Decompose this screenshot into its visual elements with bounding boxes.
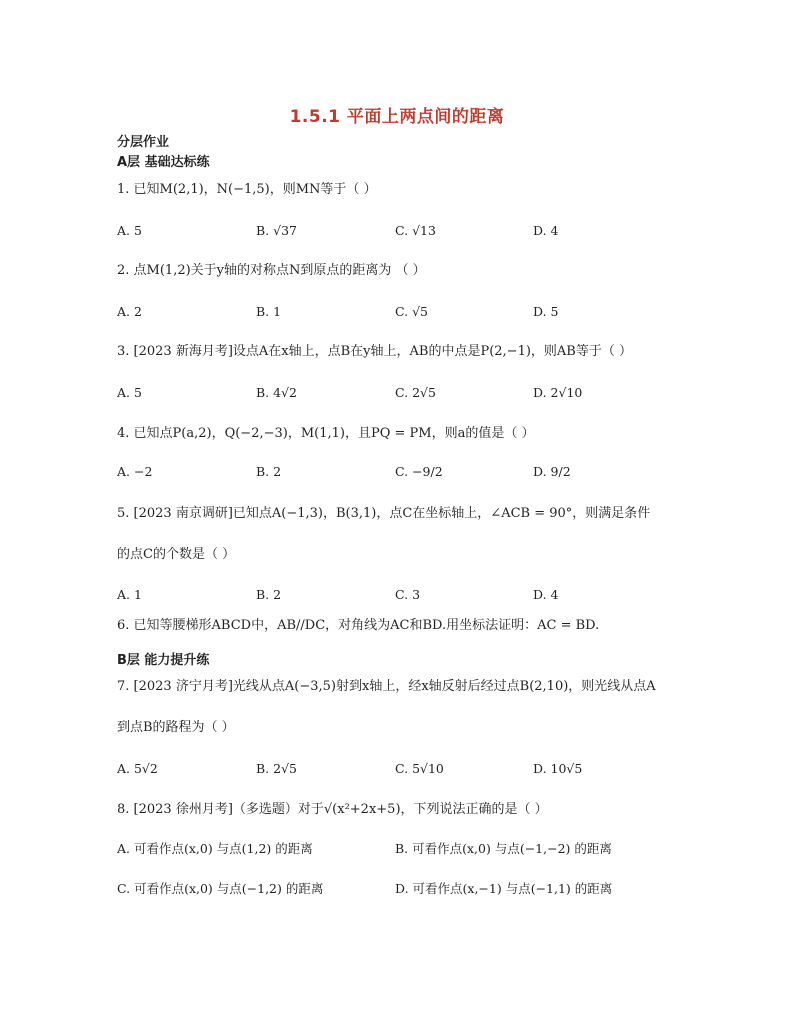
section-label: 分层作业	[117, 135, 170, 150]
question-8-option-a: A. 可看作点(x,0) 与点(1,2) 的距离	[117, 841, 313, 856]
question-3-option-d: D. 2√10	[533, 385, 583, 400]
question-5-option-d: D. 4	[533, 587, 559, 602]
question-4-option-c: C. −9/2	[395, 464, 443, 479]
question-3-option-a: A. 5	[117, 385, 142, 400]
question-8-option-b: B. 可看作点(x,0) 与点(−1,−2) 的距离	[395, 841, 612, 856]
question-8-option-d: D. 可看作点(x,−1) 与点(−1,1) 的距离	[395, 881, 613, 896]
question-4-option-a: A. −2	[117, 464, 153, 479]
question-4-option-d: D. 9/2	[533, 464, 571, 479]
level-b-heading: B层 能力提升练	[117, 653, 210, 668]
question-2-option-c: C. √5	[395, 304, 428, 319]
question-7-option-b: B. 2√5	[256, 761, 298, 776]
question-1-option-c: C. √13	[395, 223, 436, 238]
question-3-option-c: C. 2√5	[395, 385, 436, 400]
question-7-option-a: A. 5√2	[117, 761, 158, 776]
question-1-option-b: B. √37	[256, 223, 298, 238]
document-title: 1.5.1 平面上两点间的距离	[289, 107, 505, 127]
question-7-stem: 7. [2023 济宁月考]光线从点A(−3,5)射到x轴上，经x轴反射后经过点B(2,10)，则光线从点A	[117, 679, 656, 694]
question-5-option-b: B. 2	[256, 587, 282, 602]
question-7-option-c: C. 5√10	[395, 761, 444, 776]
question-1-option-d: D. 4	[533, 223, 559, 238]
question-2-stem: 2. 点M(1,2)关于y轴的对称点N到原点的距离为 （ ）	[117, 263, 426, 278]
question-3-option-b: B. 4√2	[256, 385, 298, 400]
question-1-stem: 1. 已知M(2,1)，N(−1,5)，则MN等于（ ）	[117, 182, 377, 197]
question-5-stem-continued: 的点C的个数是（ ）	[117, 547, 236, 562]
question-2-option-b: B. 1	[256, 304, 282, 319]
question-2-option-d: D. 5	[533, 304, 559, 319]
question-8-option-c: C. 可看作点(x,0) 与点(−1,2) 的距离	[117, 881, 324, 896]
question-4-option-b: B. 2	[256, 464, 282, 479]
question-4-stem: 4. 已知点P(a,2)，Q(−2,−3)，M(1,1)，且PQ = PM，则a的值是（ ）	[117, 426, 535, 441]
question-1-option-a: A. 5	[117, 223, 142, 238]
question-7-option-d: D. 10√5	[533, 761, 583, 776]
level-a-heading: A层 基础达标练	[117, 155, 210, 170]
question-6-stem: 6. 已知等腰梯形ABCD中，AB//DC，对角线为AC和BD.用坐标法证明：AC = BD.	[117, 618, 600, 633]
question-3-stem: 3. [2023 新海月考]设点A在x轴上，点B在y轴上，AB的中点是P(2,−1)，则AB等于（ ）	[117, 344, 632, 359]
question-7-stem-continued: 到点B的路程为（ ）	[117, 720, 235, 735]
question-8-stem: 8. [2023 徐州月考]（多选题）对于√(x²+2x+5)，下列说法正确的是（ ）	[117, 802, 548, 817]
question-2-option-a: A. 2	[117, 304, 142, 319]
question-5-option-a: A. 1	[117, 587, 142, 602]
question-5-option-c: C. 3	[395, 587, 421, 602]
question-5-stem: 5. [2023 南京调研]已知点A(−1,3)，B(3,1)，点C在坐标轴上，∠ACB = 90°，则满足条件	[117, 506, 651, 521]
